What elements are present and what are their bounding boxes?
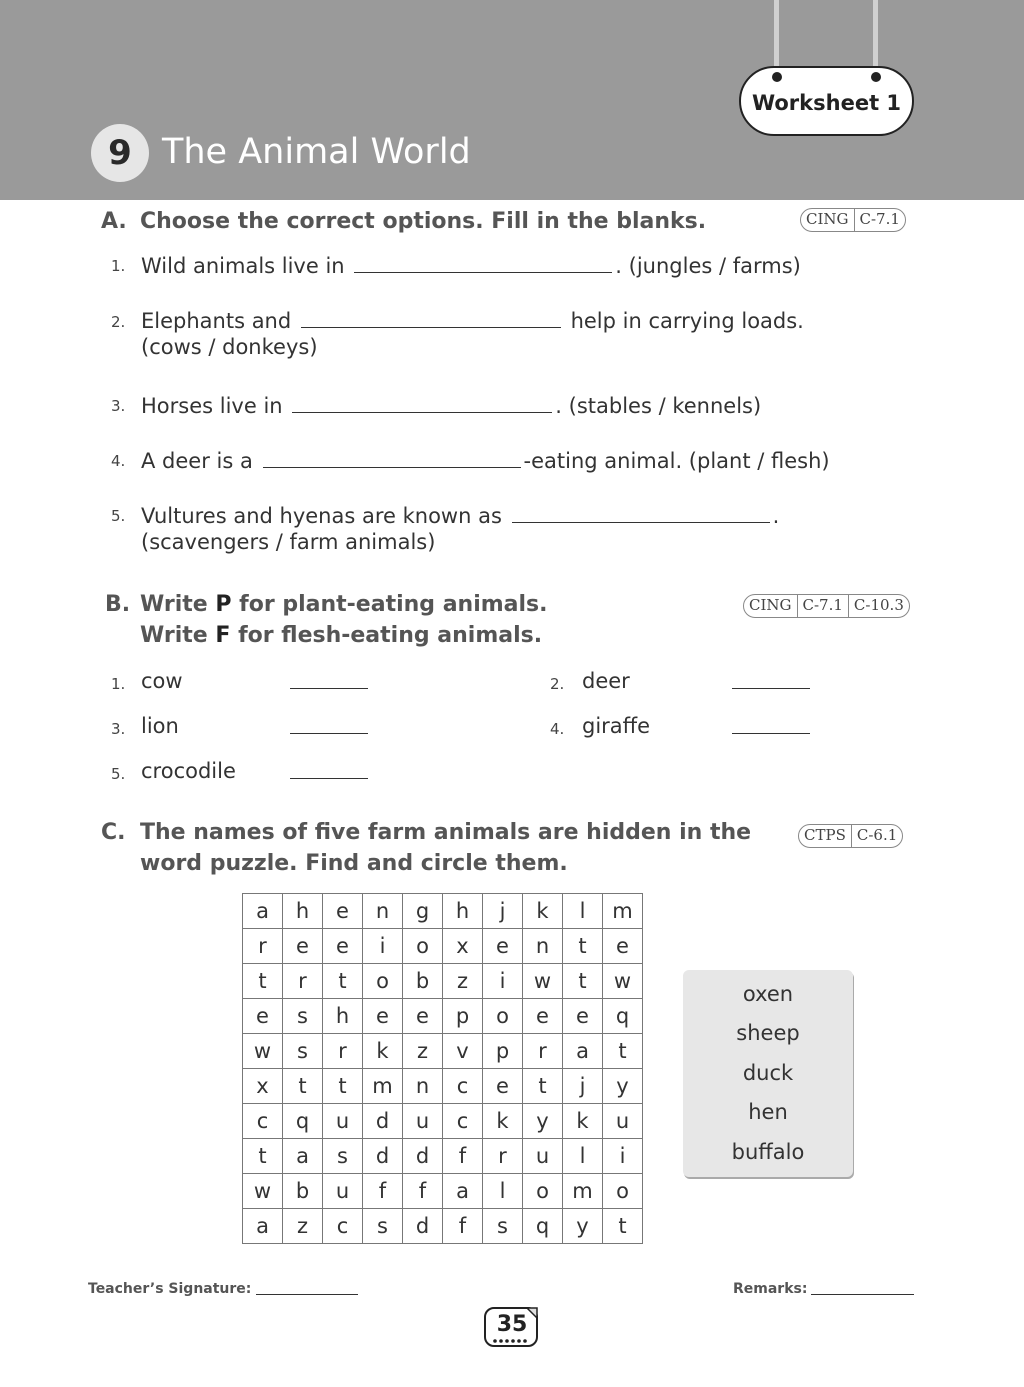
chapter-number: 9 xyxy=(91,124,149,182)
puzzle-cell[interactable]: d xyxy=(403,1209,443,1244)
puzzle-cell[interactable]: u xyxy=(603,1104,643,1139)
puzzle-row xyxy=(243,1069,643,1104)
answer-blank[interactable] xyxy=(732,688,810,689)
puzzle-cell[interactable]: q xyxy=(603,999,643,1034)
instruction-text: for flesh-eating animals. xyxy=(230,623,543,648)
puzzle-cell[interactable]: c xyxy=(443,1069,483,1104)
chapter-title: The Animal World xyxy=(162,132,471,172)
puzzle-cell[interactable]: q xyxy=(523,1209,563,1244)
section-c-tags xyxy=(798,824,903,848)
puzzle-cell[interactable]: s xyxy=(283,1034,323,1069)
puzzle-cell[interactable]: r xyxy=(523,1034,563,1069)
section-c-instruction-2: word puzzle. Find and circle them. xyxy=(140,851,568,876)
item-number: 4. xyxy=(550,720,565,738)
section-a-instruction: Choose the correct options. Fill in the blanks. xyxy=(140,209,707,234)
puzzle-cell[interactable]: g xyxy=(403,894,443,929)
puzzle-cell[interactable]: t xyxy=(603,1034,643,1069)
puzzle-row xyxy=(243,1174,643,1209)
puzzle-cell[interactable]: r xyxy=(323,1034,363,1069)
puzzle-cell[interactable]: o xyxy=(483,999,523,1034)
animal-word: cow xyxy=(141,669,183,693)
skill-tag: C-7.1 xyxy=(797,595,848,617)
puzzle-cell[interactable]: f xyxy=(443,1209,483,1244)
question-options: . (jungles / farms) xyxy=(615,254,801,278)
puzzle-row xyxy=(243,929,643,964)
puzzle-cell[interactable]: o xyxy=(403,929,443,964)
puzzle-cell[interactable]: u xyxy=(323,1104,363,1139)
puzzle-cell[interactable]: r xyxy=(283,964,323,999)
badge-hole-right xyxy=(871,72,881,82)
puzzle-cell[interactable]: s xyxy=(283,999,323,1034)
answer-blank[interactable] xyxy=(290,733,368,734)
question-5 xyxy=(141,501,779,528)
question-3 xyxy=(141,391,761,418)
word-puzzle-grid xyxy=(242,893,643,1244)
puzzle-cell[interactable]: k xyxy=(363,1034,403,1069)
puzzle-cell[interactable]: k xyxy=(563,1104,603,1139)
instruction-text: Write xyxy=(140,592,216,617)
question-text-after: help in carrying loads. xyxy=(570,309,804,333)
puzzle-row xyxy=(243,1209,643,1244)
question-text: Vultures and hyenas are known as xyxy=(141,504,502,528)
puzzle-cell[interactable]: o xyxy=(603,1174,643,1209)
puzzle-cell[interactable]: e xyxy=(603,929,643,964)
answer-blank[interactable] xyxy=(732,733,810,734)
word-list-item: buffalo xyxy=(731,1140,805,1164)
puzzle-cell[interactable]: x xyxy=(243,1069,283,1104)
puzzle-cell[interactable]: y xyxy=(523,1104,563,1139)
puzzle-cell[interactable]: w xyxy=(523,964,563,999)
puzzle-cell[interactable]: j xyxy=(483,894,523,929)
puzzle-cell[interactable]: t xyxy=(563,964,603,999)
worksheet-label: Worksheet 1 xyxy=(751,91,902,115)
badge-hole-left xyxy=(772,72,782,82)
puzzle-cell[interactable]: e xyxy=(323,894,363,929)
word-list-item: duck xyxy=(742,1061,794,1085)
skill-tag: C-6.1 xyxy=(851,825,902,847)
puzzle-cell[interactable]: e xyxy=(283,929,323,964)
section-b-instruction-1 xyxy=(140,592,548,617)
question-options: -eating animal. (plant / flesh) xyxy=(523,449,830,473)
puzzle-cell[interactable]: b xyxy=(283,1174,323,1209)
puzzle-cell[interactable]: a xyxy=(243,894,283,929)
page-number-badge xyxy=(483,1306,541,1350)
puzzle-row xyxy=(243,1104,643,1139)
skill-tag: C-7.1 xyxy=(854,209,905,231)
puzzle-cell[interactable]: b xyxy=(403,964,443,999)
puzzle-cell[interactable]: p xyxy=(483,1034,523,1069)
animal-word: deer xyxy=(582,669,630,693)
puzzle-cell[interactable]: t xyxy=(523,1069,563,1104)
section-a-letter: A. xyxy=(101,209,127,234)
puzzle-cell[interactable]: z xyxy=(283,1209,323,1244)
puzzle-cell[interactable]: u xyxy=(523,1139,563,1174)
puzzle-cell[interactable]: h xyxy=(443,894,483,929)
instruction-key: F xyxy=(215,623,231,648)
puzzle-cell[interactable]: j xyxy=(563,1069,603,1104)
remarks-label: Remarks: xyxy=(733,1281,808,1297)
answer-blank[interactable] xyxy=(290,688,368,689)
puzzle-cell[interactable]: n xyxy=(403,1069,443,1104)
animal-word: crocodile xyxy=(141,759,236,783)
skill-tag: CTPS xyxy=(804,826,846,844)
puzzle-cell[interactable]: t xyxy=(243,1139,283,1174)
puzzle-cell[interactable]: t xyxy=(243,964,283,999)
question-text: Horses live in xyxy=(141,394,283,418)
puzzle-cell[interactable]: t xyxy=(323,1069,363,1104)
teacher-signature-label: Teacher’s Signature: xyxy=(88,1281,252,1297)
section-c-instruction-1: The names of five farm animals are hidden in the xyxy=(140,820,752,845)
question-options: . (stables / kennels) xyxy=(555,394,762,418)
question-number: 5. xyxy=(111,507,126,525)
remarks-line[interactable] xyxy=(811,1294,914,1295)
answer-blank[interactable] xyxy=(290,778,368,779)
puzzle-cell[interactable]: m xyxy=(363,1069,403,1104)
answer-blank[interactable] xyxy=(292,391,552,413)
teacher-signature-line[interactable] xyxy=(256,1294,358,1295)
puzzle-cell[interactable]: p xyxy=(443,999,483,1034)
puzzle-cell[interactable]: o xyxy=(523,1174,563,1209)
puzzle-cell[interactable]: f xyxy=(443,1139,483,1174)
skill-tag: CING xyxy=(749,596,792,614)
puzzle-cell[interactable]: r xyxy=(243,929,283,964)
page-number: 35 xyxy=(496,1312,528,1337)
puzzle-cell[interactable]: l xyxy=(483,1174,523,1209)
puzzle-cell[interactable]: k xyxy=(523,894,563,929)
puzzle-cell[interactable]: x xyxy=(443,929,483,964)
puzzle-cell[interactable]: s xyxy=(323,1139,363,1174)
answer-blank[interactable] xyxy=(354,251,612,273)
puzzle-cell[interactable]: k xyxy=(483,1104,523,1139)
question-number: 4. xyxy=(111,452,126,470)
puzzle-cell[interactable]: d xyxy=(363,1104,403,1139)
puzzle-cell[interactable]: d xyxy=(363,1139,403,1174)
puzzle-cell[interactable]: e xyxy=(363,999,403,1034)
word-list-item: sheep xyxy=(736,1021,800,1045)
puzzle-cell[interactable]: h xyxy=(283,894,323,929)
puzzle-cell[interactable]: h xyxy=(323,999,363,1034)
word-list-box xyxy=(683,970,853,1177)
puzzle-cell[interactable]: e xyxy=(483,1069,523,1104)
puzzle-cell[interactable]: a xyxy=(243,1209,283,1244)
question-punct: . xyxy=(772,504,780,528)
question-number: 2. xyxy=(111,313,126,331)
section-b-instruction-2 xyxy=(140,623,542,648)
puzzle-cell[interactable]: r xyxy=(483,1139,523,1174)
answer-blank[interactable] xyxy=(263,446,521,468)
hanger-string-left xyxy=(774,0,779,72)
puzzle-cell[interactable]: z xyxy=(443,964,483,999)
question-number: 1. xyxy=(111,257,126,275)
puzzle-cell[interactable]: f xyxy=(403,1174,443,1209)
puzzle-cell[interactable]: z xyxy=(403,1034,443,1069)
puzzle-cell[interactable]: c xyxy=(443,1104,483,1139)
puzzle-cell[interactable]: c xyxy=(323,1209,363,1244)
question-text: A deer is a xyxy=(141,449,253,473)
puzzle-cell[interactable]: a xyxy=(563,1034,603,1069)
puzzle-cell[interactable]: t xyxy=(603,1209,643,1244)
puzzle-cell[interactable]: n xyxy=(363,894,403,929)
question-text: Elephants and xyxy=(141,309,292,333)
puzzle-cell[interactable]: e xyxy=(243,999,283,1034)
question-4 xyxy=(141,446,830,473)
puzzle-cell[interactable]: n xyxy=(523,929,563,964)
puzzle-cell[interactable]: w xyxy=(243,1174,283,1209)
hanger-string-right xyxy=(873,0,878,72)
question-2 xyxy=(141,306,804,333)
section-b-tags xyxy=(743,594,910,618)
puzzle-cell[interactable]: e xyxy=(483,929,523,964)
skill-tag: C-10.3 xyxy=(848,595,909,617)
skill-tag: CING xyxy=(806,210,849,228)
question-options: (cows / donkeys) xyxy=(141,335,318,359)
puzzle-cell[interactable]: u xyxy=(403,1104,443,1139)
puzzle-cell[interactable]: i xyxy=(483,964,523,999)
item-number: 2. xyxy=(550,675,565,693)
puzzle-cell[interactable]: m xyxy=(603,894,643,929)
answer-blank[interactable] xyxy=(301,306,561,328)
section-a-tags xyxy=(800,208,906,232)
worksheet-badge xyxy=(739,66,914,136)
puzzle-row xyxy=(243,1139,643,1174)
instruction-text: Write xyxy=(140,623,216,648)
item-number: 5. xyxy=(111,765,126,783)
puzzle-cell[interactable]: s xyxy=(483,1209,523,1244)
answer-blank[interactable] xyxy=(512,501,770,523)
puzzle-row xyxy=(243,894,643,929)
item-number: 3. xyxy=(111,720,126,738)
puzzle-cell[interactable]: l xyxy=(563,1139,603,1174)
puzzle-cell[interactable]: e xyxy=(523,999,563,1034)
puzzle-cell[interactable]: w xyxy=(243,1034,283,1069)
word-list-item: hen xyxy=(748,1100,788,1124)
puzzle-cell[interactable]: f xyxy=(363,1174,403,1209)
question-options: (scavengers / farm animals) xyxy=(141,530,436,554)
item-number: 1. xyxy=(111,675,126,693)
animal-word: giraffe xyxy=(582,714,651,738)
word-list-item: oxen xyxy=(742,982,794,1006)
puzzle-cell[interactable]: i xyxy=(363,929,403,964)
puzzle-cell[interactable]: u xyxy=(323,1174,363,1209)
instruction-text: for plant-eating animals. xyxy=(231,592,548,617)
puzzle-cell[interactable]: t xyxy=(563,929,603,964)
instruction-key: P xyxy=(215,592,232,617)
puzzle-cell[interactable]: y xyxy=(603,1069,643,1104)
puzzle-cell[interactable]: w xyxy=(603,964,643,999)
puzzle-row xyxy=(243,1034,643,1069)
section-b-letter: B. xyxy=(105,592,131,617)
puzzle-cell[interactable]: a xyxy=(283,1139,323,1174)
puzzle-cell[interactable]: e xyxy=(563,999,603,1034)
question-number: 3. xyxy=(111,397,126,415)
puzzle-cell[interactable]: o xyxy=(363,964,403,999)
question-text: Wild animals live in xyxy=(141,254,345,278)
puzzle-cell[interactable]: t xyxy=(323,964,363,999)
puzzle-cell[interactable]: q xyxy=(283,1104,323,1139)
puzzle-cell[interactable]: c xyxy=(243,1104,283,1139)
puzzle-row xyxy=(243,999,643,1034)
puzzle-cell[interactable]: e xyxy=(323,929,363,964)
puzzle-cell[interactable]: s xyxy=(363,1209,403,1244)
puzzle-row xyxy=(243,964,643,999)
question-1 xyxy=(141,251,801,278)
puzzle-cell[interactable]: d xyxy=(403,1139,443,1174)
puzzle-cell[interactable]: a xyxy=(443,1174,483,1209)
puzzle-cell[interactable]: y xyxy=(563,1209,603,1244)
puzzle-cell[interactable]: t xyxy=(283,1069,323,1104)
puzzle-cell[interactable]: m xyxy=(563,1174,603,1209)
puzzle-cell[interactable]: v xyxy=(443,1034,483,1069)
section-c-letter: C. xyxy=(101,820,126,845)
puzzle-cell[interactable]: i xyxy=(603,1139,643,1174)
animal-word: lion xyxy=(141,714,179,738)
puzzle-cell[interactable]: l xyxy=(563,894,603,929)
puzzle-cell[interactable]: e xyxy=(403,999,443,1034)
